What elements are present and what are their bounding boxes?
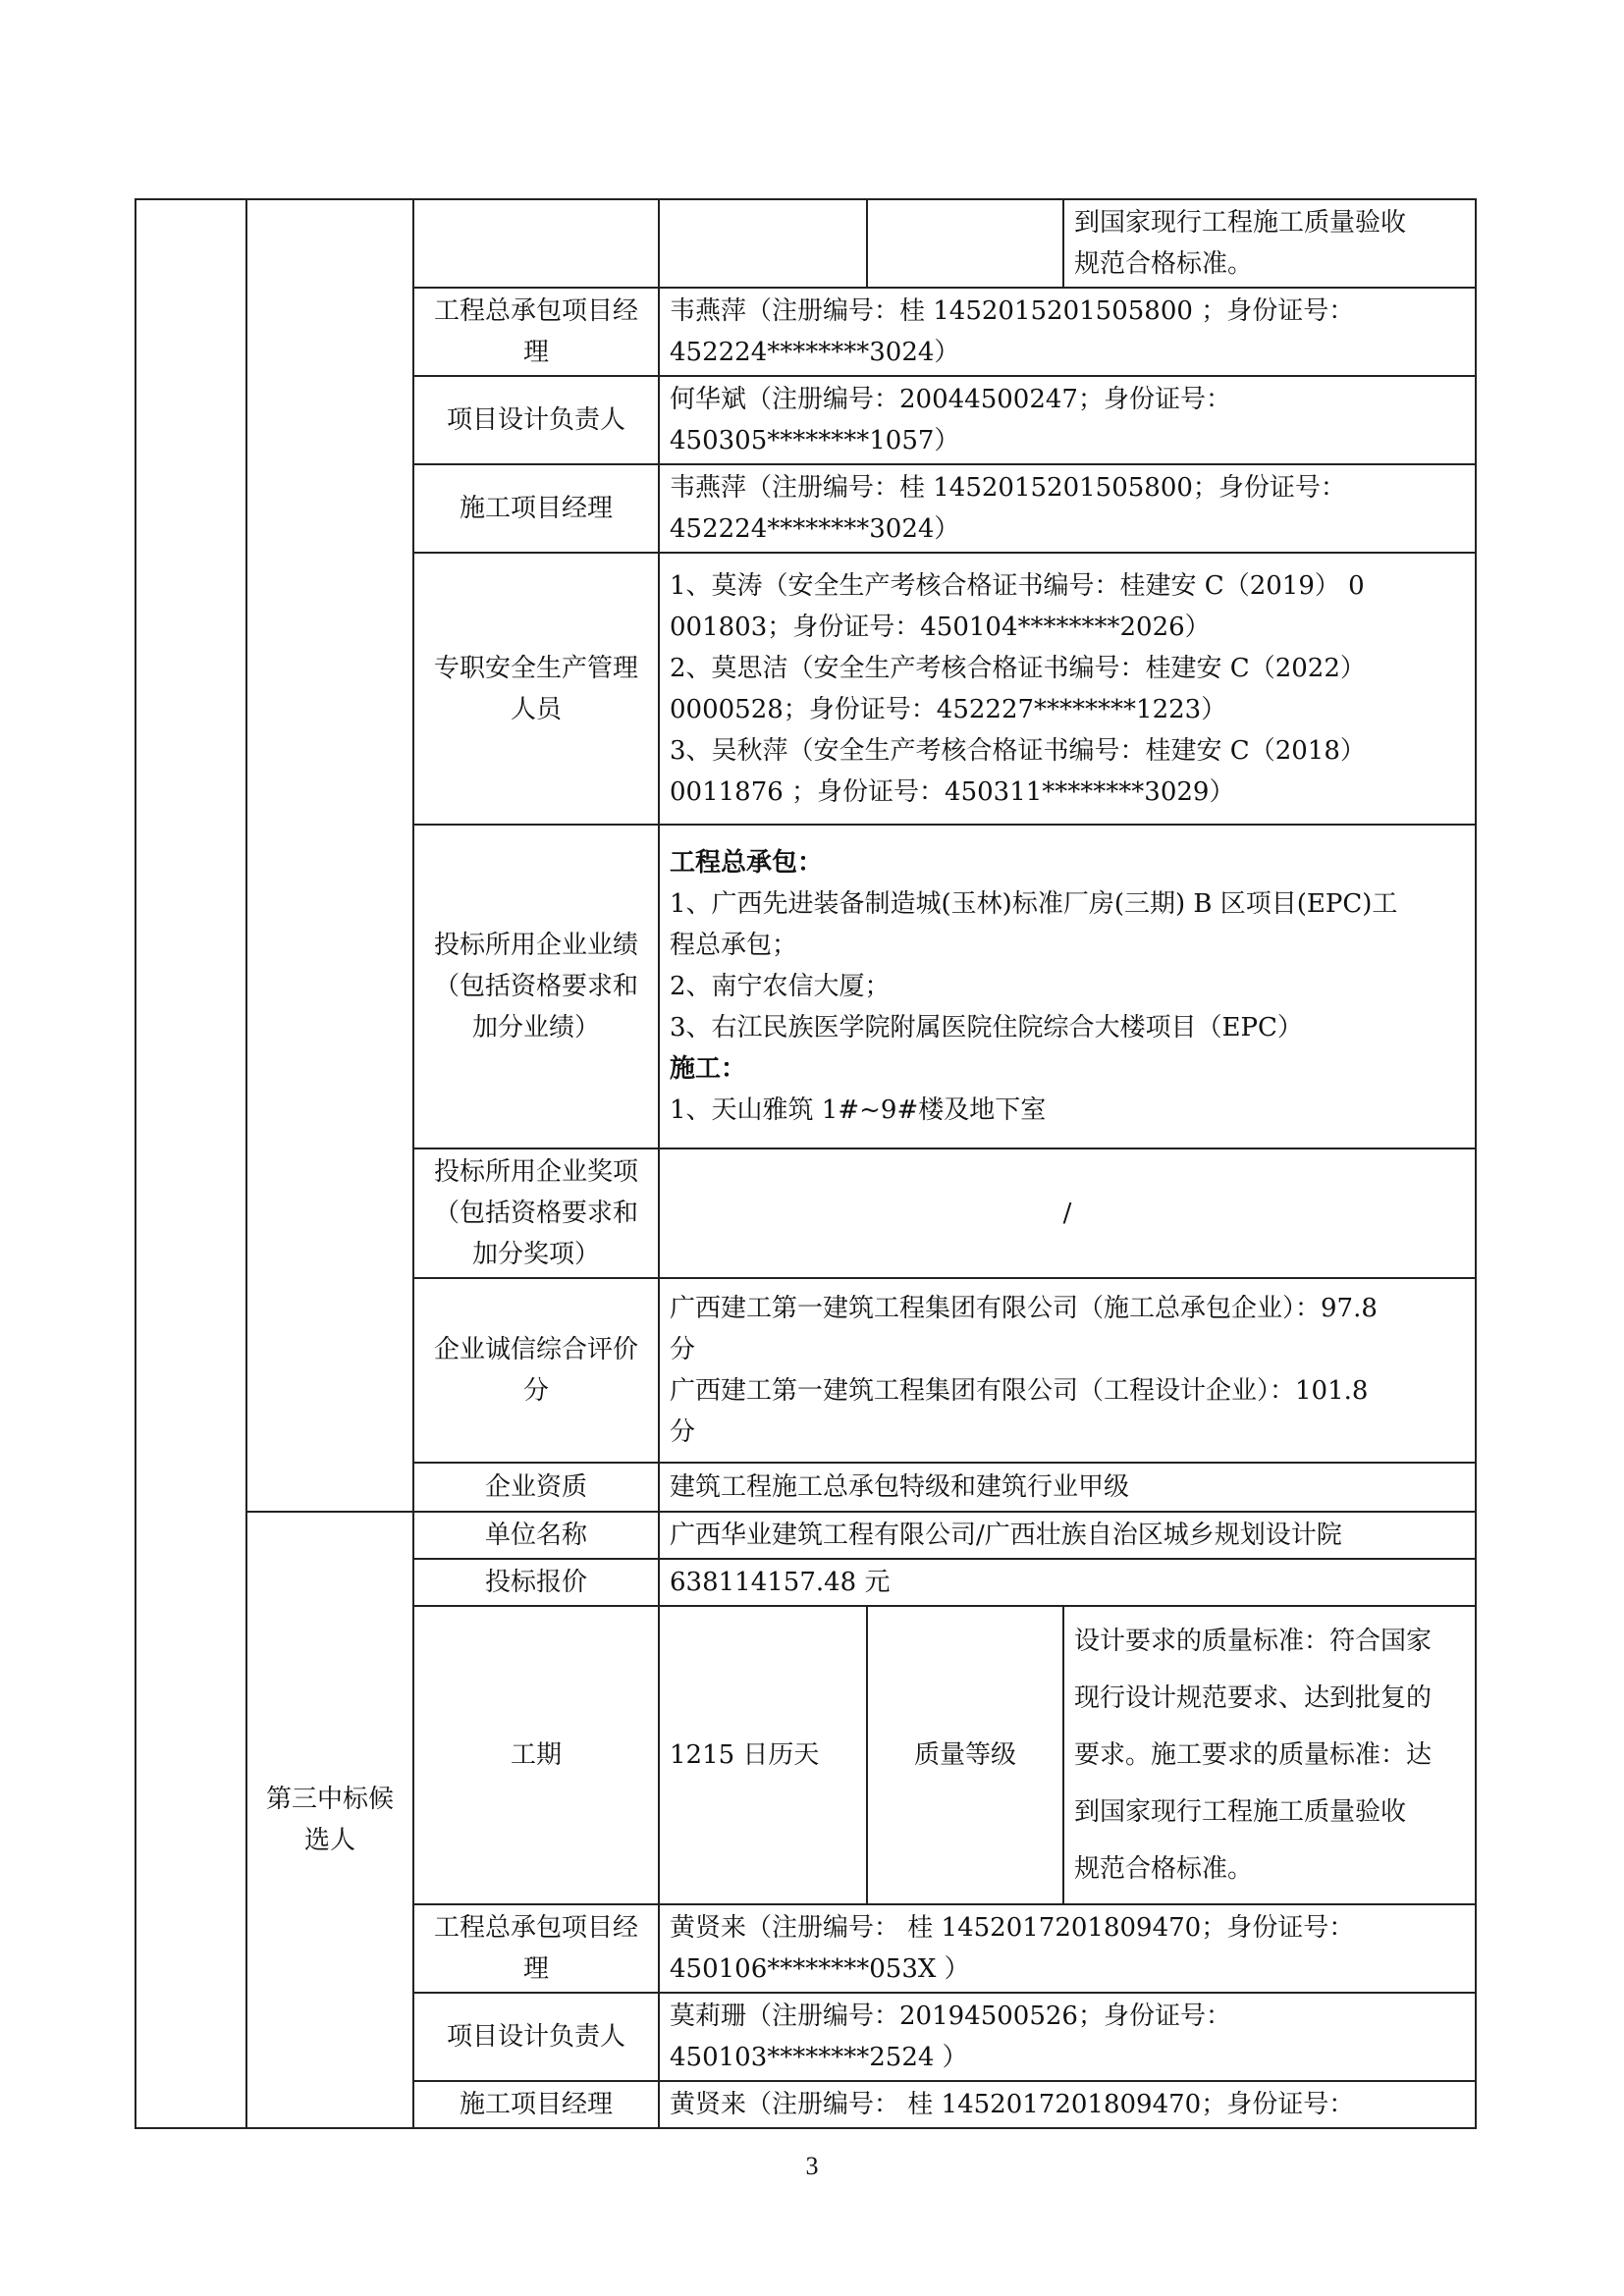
bid-price-value: 638114157.48 元	[659, 1559, 1476, 1606]
credit-score-value: 广西建工第一建筑工程集团有限公司（施工总承包企业）：97.8 分 广西建工第一建筑工程集团有限公司（工程设计企业）：101.8 分	[659, 1278, 1476, 1463]
quality-standard-tail-cell: 到国家现行工程施工质量验收 规范合格标准。	[1063, 199, 1476, 288]
duration-value: 1215 日历天	[659, 1606, 867, 1904]
outer-column-cell	[135, 199, 246, 2128]
table-row	[135, 199, 1476, 288]
credit-score-label: 企业诚信综合评价分	[413, 1278, 659, 1463]
epc-manager-label: 工程总承包项目经理	[413, 288, 659, 376]
unit-name-label: 单位名称	[413, 1512, 659, 1559]
third-design-lead-label: 项目设计负责人	[413, 1993, 659, 2081]
third-epc-manager-label: 工程总承包项目经理	[413, 1904, 659, 1993]
third-construction-manager-value: 黄贤来（注册编号： 桂 1452017201809470；身份证号：	[659, 2081, 1476, 2128]
second-candidate-group-cell	[246, 199, 413, 1512]
third-epc-manager-value: 黄贤来（注册编号： 桂 1452017201809470；身份证号： 450106********053X ）	[659, 1904, 1476, 1993]
duration-label: 工期	[413, 1606, 659, 1904]
blank-label-cell	[413, 199, 659, 288]
awards-value: /	[659, 1148, 1476, 1278]
third-candidate-group-label: 第三中标候选人	[246, 1512, 413, 2128]
bid-price-label: 投标报价	[413, 1559, 659, 1606]
performance-value: 工程总承包： 1、广西先进装备制造城(玉林)标准厂房(三期) B 区项目(EPC)工 程总承包； 2、南宁农信大厦； 3、右江民族医学院附属医院住院综合大楼项目（EPC） 施工： 1、天山雅筑 1#~9#楼及地下室	[659, 825, 1476, 1148]
qualification-value: 建筑工程施工总承包特级和建筑行业甲级	[659, 1463, 1476, 1512]
table-row	[135, 1512, 1476, 1559]
construction-manager-value: 韦燕萍（注册编号：桂 1452015201505800；身份证号： 452224********3024）	[659, 464, 1476, 553]
safety-staff-label: 专职安全生产管理人员	[413, 553, 659, 825]
design-lead-value: 何华斌（注册编号：20044500247；身份证号： 450305********1057）	[659, 376, 1476, 464]
third-construction-manager-label: 施工项目经理	[413, 2081, 659, 2128]
quality-grade-value: 设计要求的质量标准：符合国家 现行设计规范要求、达到批复的 要求。施工要求的质量标准：达 到国家现行工程施工质量验收 规范合格标准。	[1063, 1606, 1476, 1904]
page-number: 3	[805, 2152, 819, 2180]
construction-manager-label: 施工项目经理	[413, 464, 659, 553]
epc-manager-value: 韦燕萍（注册编号：桂 1452015201505800 ；身份证号： 452224********3024）	[659, 288, 1476, 376]
qualification-label: 企业资质	[413, 1463, 659, 1512]
awards-label: 投标所用企业奖项（包括资格要求和加分奖项）	[413, 1148, 659, 1278]
blank-grade-cell	[867, 199, 1063, 288]
quality-grade-label: 质量等级	[867, 1606, 1063, 1904]
blank-duration-cell	[659, 199, 867, 288]
third-design-lead-value: 莫莉珊（注册编号：20194500526；身份证号： 450103********2524 ）	[659, 1993, 1476, 2081]
performance-label: 投标所用企业业绩（包括资格要求和加分业绩）	[413, 825, 659, 1148]
safety-staff-value: 1、莫涛（安全生产考核合格证书编号：桂建安 C（2019） 0 001803；身份证号：450104********2026） 2、莫思洁（安全生产考核合格证书编号：桂建安 C（2022） 0000528；身份证号：452227********1223） 3、吴秋萍（安全生产考核合格证书编号：桂建安 C（2018） 0011876 ；身份证号：450311********3029）	[659, 553, 1476, 825]
design-lead-label: 项目设计负责人	[413, 376, 659, 464]
unit-name-value: 广西华业建筑工程有限公司/广西壮族自治区城乡规划设计院	[659, 1512, 1476, 1559]
bid-candidates-table	[135, 198, 1477, 2129]
